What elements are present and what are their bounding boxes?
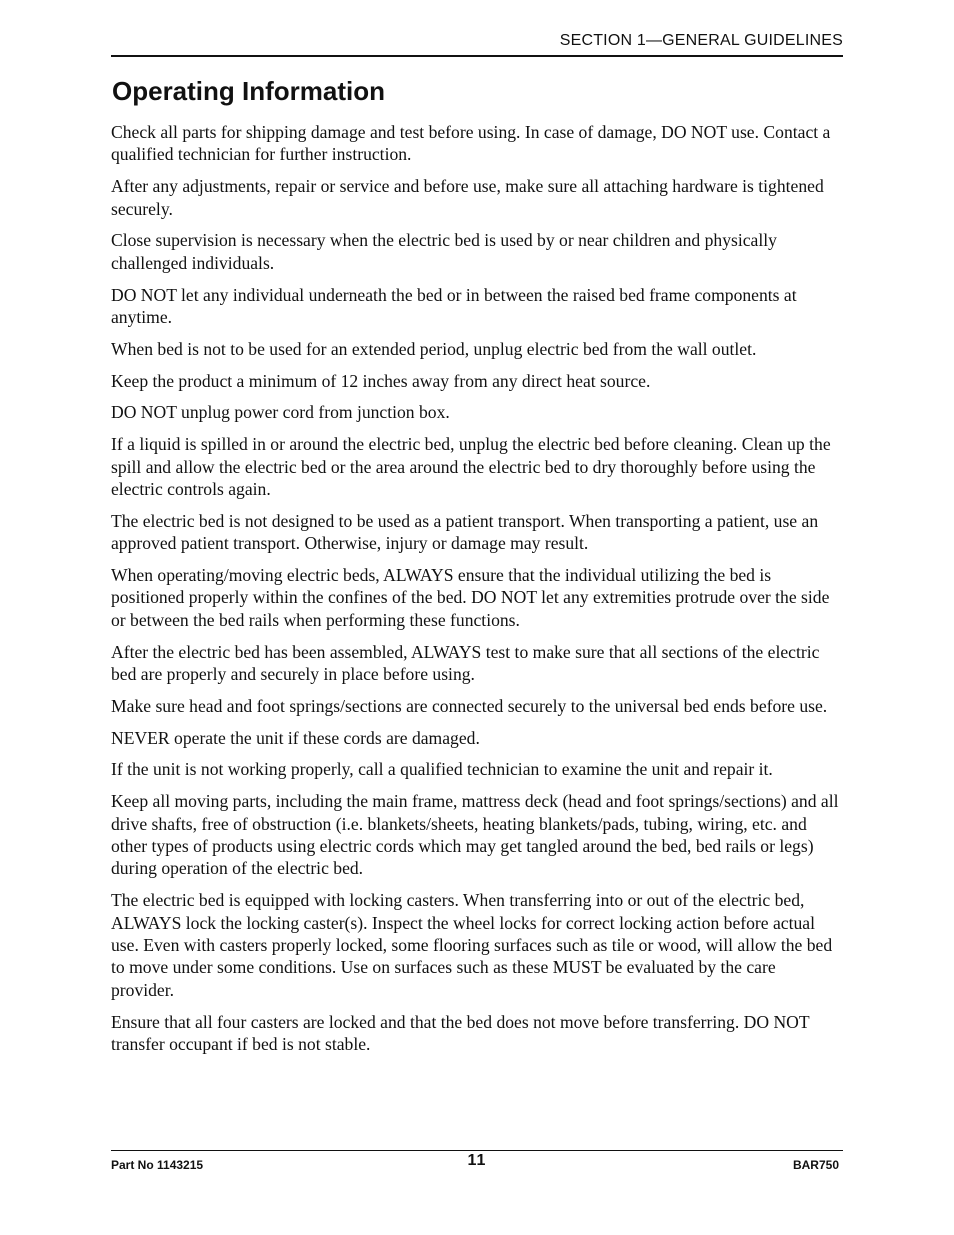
body-text [111,121,843,1065]
paragraph: After the electric bed has been assembled, ALWAYS test to make sure that all sections of the electric bed are properly and securely in place before using. [111,641,820,685]
paragraph: The electric bed is equipped with locking casters. When transferring into or out of the electric bed, ALWAYS lock the locking caster(s). Inspect the wheel locks for correct locking action before actual use. Even with casters properly locked, some flooring surfaces such as tile or wood, will allow the bed to move under some conditions. Use on surfaces such as these MUST be evaluated by the care provider. [111,890,833,1000]
header-divider [111,55,843,57]
paragraph: Close supervision is necessary when the electric bed is used by or near children and physically challenged individuals. [111,230,777,273]
section-header: SECTION 1—GENERAL GUIDELINES [559,32,843,49]
paragraph: Keep all moving parts, including the main frame, mattress deck (head and foot springs/sections) and all drive shafts, free of obstruction (i.e. blankets/sheets, heating blankets/pads, tubing, wiring, etc. and other types of products using electric cords which may get tangled around the bed, bed rails or legs) during operation of the electric bed. [111,791,839,879]
footer-divider [111,1150,843,1151]
paragraph: After any adjustments, repair or service and before use, make sure all attaching hardware is tightened securely. [111,176,824,219]
page-number: 11 [467,1152,487,1169]
document-page [111,0,843,1235]
paragraph: When operating/moving electric beds, ALWAYS ensure that the individual utilizing the bed is positioned properly within the confines of the bed. DO NOT let any extremities protrude over the side or between the bed rails when performing these functions. [111,565,830,630]
paragraph: NEVER operate the unit if these cords are damaged. [111,727,480,748]
page-footer [111,1152,843,1176]
paragraph: DO NOT let any individual underneath the bed or in between the raised bed frame components at anytime. [111,284,797,328]
paragraph: DO NOT unplug power cord from junction box. [111,402,450,423]
paragraph: Keep the product a minimum of 12 inches away from any direct heat source. [111,370,651,391]
model-number: BAR750 [792,1158,839,1172]
paragraph: When bed is not to be used for an extended period, unplug electric bed from the wall outlet. [111,338,757,359]
page-title: Operating Information [112,76,385,106]
paragraph: If the unit is not working properly, call a qualified technician to examine the unit and repair it. [111,759,773,780]
paragraph: Ensure that all four casters are locked and that the bed does not move before transferring. DO NOT transfer occupant if bed is not stable. [111,1011,810,1055]
paragraph: If a liquid is spilled in or around the electric bed, unplug the electric bed before cleaning. Clean up the spill and allow the electric bed or the area around the electric bed to dry thoroughly before using the electric controls again. [111,434,831,500]
part-number: Part No 1143215 [111,1158,204,1172]
paragraph: The electric bed is not designed to be used as a patient transport. When transporting a patient, use an approved patient transport. Otherwise, injury or damage may result. [111,510,819,554]
paragraph: Check all parts for shipping damage and test before using. In case of damage, DO NOT use. Contact a qualified technician for further instruction. [111,122,831,165]
paragraph: Make sure head and foot springs/sections are connected securely to the universal bed ends before use. [111,695,828,716]
